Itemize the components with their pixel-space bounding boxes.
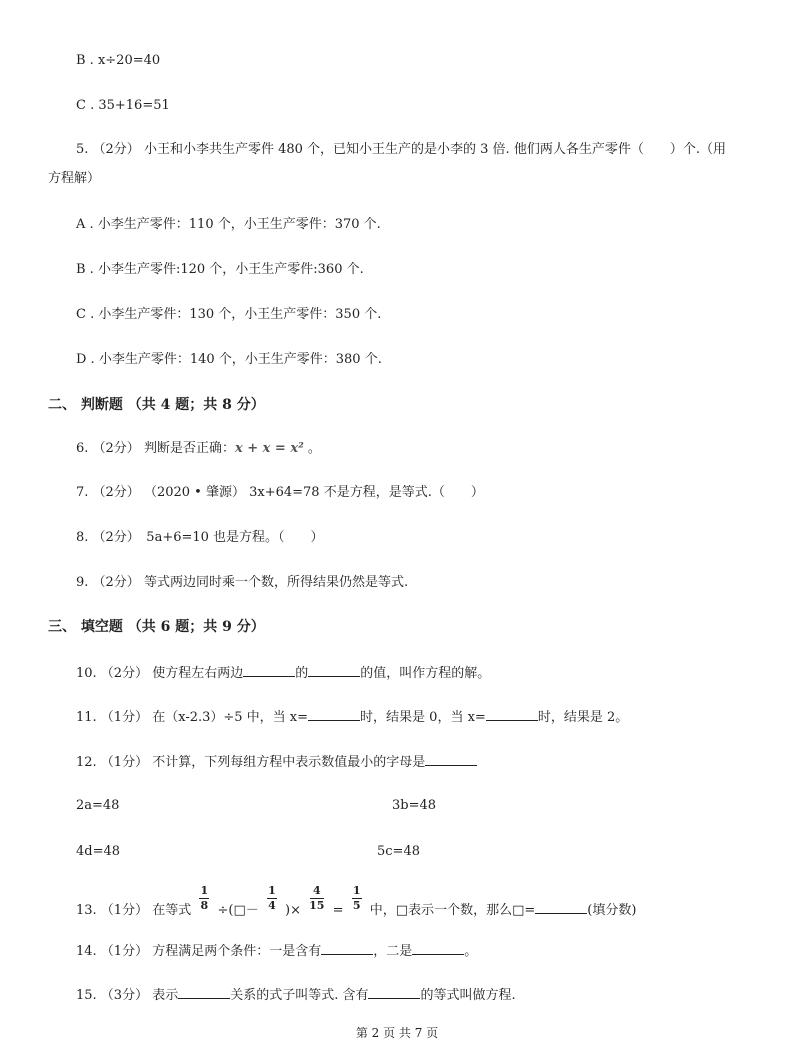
- fraction-denominator: 4: [268, 899, 276, 912]
- question-5-option-d: D . 小李生产零件：140 个，小王生产零件：380 个.: [76, 352, 382, 367]
- question-10-text-2: 的: [295, 666, 309, 681]
- question-12-eq-2: 3b=48: [392, 798, 437, 813]
- fraction-numerator: 1: [268, 884, 276, 897]
- question-8: 8. （2分） 5a+6=10 也是方程。（ ）: [76, 530, 324, 545]
- option-c-prev: C . 35+16=51: [76, 98, 170, 113]
- section-3-title: 三、 填空题 （共 6 题；共 9 分）: [48, 619, 265, 635]
- fraction-denominator: 5: [352, 899, 361, 912]
- fraction-one-eighth: [199, 885, 209, 912]
- fraction-denominator: 15: [309, 899, 325, 912]
- question-13-text-5: 中，□表示一个数，那么□=: [369, 903, 536, 918]
- option-b-prev: B . x÷20=40: [76, 53, 161, 68]
- question-11-text-2: 时，结果是 0，当 x=: [360, 710, 486, 725]
- question-6-formula: x + x = x²: [234, 441, 304, 456]
- question-7: 7. （2分） （2020 • 肇源） 3x+64=78 不是方程，是等式.（ ）: [76, 485, 484, 500]
- question-13-text-2: ÷(□－: [217, 903, 259, 918]
- question-15-text-2: 关系的式子叫等式. 含有: [230, 988, 369, 1003]
- answer-blank[interactable]: [243, 663, 295, 677]
- question-13-text-3: )×: [285, 903, 301, 918]
- answer-blank[interactable]: [178, 985, 230, 999]
- answer-blank[interactable]: [425, 752, 477, 766]
- question-14-text-1: 14. （1分） 方程满足两个条件：一是含有: [76, 944, 322, 959]
- section-2-title: 二、 判断题 （共 4 题；共 8 分）: [48, 397, 265, 413]
- answer-blank[interactable]: [321, 941, 373, 955]
- question-9: 9. （2分） 等式两边同时乘一个数，所得结果仍然是等式.: [76, 575, 409, 590]
- question-12: [76, 752, 477, 772]
- question-12-eq-4: 5c=48: [377, 844, 420, 859]
- question-10-text-3: 的值，叫作方程的解。: [360, 666, 491, 681]
- question-13-text-6: (填分数): [587, 903, 637, 918]
- fraction-numerator: 4: [312, 884, 321, 897]
- question-15-text-1: 15. （3分） 表示: [76, 988, 179, 1003]
- question-11-text-3: 时，结果是 2。: [537, 710, 629, 725]
- question-14-text-2: ，二是: [373, 944, 413, 959]
- question-5-option-b: B . 小李生产零件:120 个，小王生产零件:360 个.: [76, 262, 364, 277]
- question-6: [76, 440, 321, 458]
- page-footer: 第 2 页 共 7 页: [355, 1026, 439, 1040]
- question-10: [76, 663, 490, 683]
- answer-blank[interactable]: [535, 900, 587, 914]
- question-12-text: 12. （1分） 不计算，下列每组方程中表示数值最小的字母是: [76, 755, 426, 770]
- question-5-stem-cont: 方程解）: [48, 171, 101, 186]
- question-12-eq-1: 2a=48: [76, 798, 120, 813]
- answer-blank[interactable]: [368, 985, 420, 999]
- answer-blank[interactable]: [412, 941, 464, 955]
- question-14: [76, 941, 477, 961]
- question-13-text-1: 13. （1分） 在等式: [76, 903, 192, 918]
- fraction-one-fifth: [352, 885, 362, 912]
- question-15-text-3: 的等式叫做方程.: [420, 988, 516, 1003]
- question-12-eq-3: 4d=48: [76, 844, 121, 859]
- question-6-end: 。: [303, 441, 321, 456]
- question-5-option-a: A . 小李生产零件：110 个，小王生产零件：370 个.: [76, 217, 381, 232]
- question-6-text: 6. （2分） 判断是否正确：: [76, 441, 235, 456]
- fraction-one-quarter: [267, 885, 277, 912]
- question-14-text-3: 。: [464, 944, 478, 959]
- fraction-denominator: 8: [200, 899, 209, 912]
- question-5-option-c: C . 小李生产零件：130 个，小王生产零件：350 个.: [76, 307, 382, 322]
- question-10-text-1: 10. （2分） 使方程左右两边: [76, 666, 244, 681]
- fraction-numerator: 1: [352, 884, 361, 897]
- answer-blank[interactable]: [486, 707, 538, 721]
- question-11: [76, 707, 628, 727]
- answer-blank[interactable]: [308, 707, 360, 721]
- question-11-text-1: 11. （1分） 在（x-2.3）÷5 中，当 x=: [76, 710, 309, 725]
- question-13-text-4: =: [332, 903, 344, 918]
- question-5-stem: 5. （2分） 小王和小李共生产零件 480 个，已知小王生产的是小李的 3 倍. 他们两人各生产零件（ ）个.（用: [76, 142, 726, 157]
- question-15: [76, 985, 516, 1005]
- answer-blank[interactable]: [308, 663, 360, 677]
- fraction-numerator: 1: [200, 884, 209, 897]
- fraction-four-fifteenths: [309, 885, 324, 912]
- question-13: [76, 884, 637, 924]
